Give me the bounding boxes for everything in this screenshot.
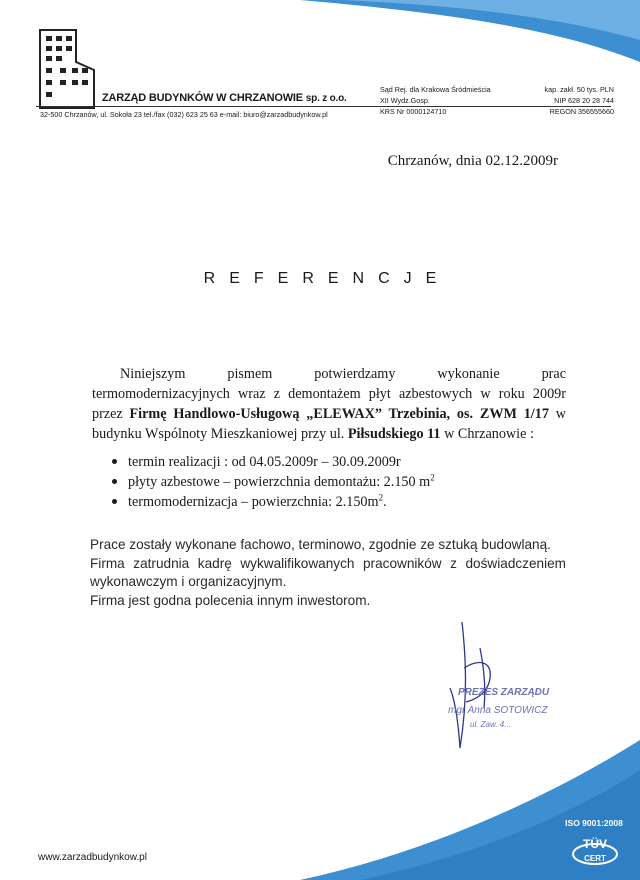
iso-certification: ISO 9001:2008 [565,818,623,828]
intro-line: Niniejszym pismem potwierdzamy wykonanie prac [120,366,566,382]
contractor-name: Firmę Handlowo-Usługową „ELEWAX” Trzebinia, os. ZWM 1/17 [129,406,549,422]
capital-line: NIP 628 20 28 744 [554,96,614,105]
capital-line: kap. zakł. 50 tys. PLN [544,85,614,94]
intro-text: w [548,406,566,422]
closing-line: Prace zostały wykonane fachowo, terminowo, zgodnie ze sztuką budowlaną. [90,537,551,552]
svg-text:CERT: CERT [584,854,606,863]
list-item-text: termomodernizacja – powierzchnia: 2.150m [128,494,379,510]
svg-text:TÜV: TÜV [583,837,607,851]
intro-line: termomodernizacyjnych wraz z demontażem płyt azbestowych w roku 2009r [92,386,566,402]
intro-paragraph [92,364,566,444]
document-title: REFERENCJE [203,270,451,287]
list-item [112,492,435,512]
list-item-text: płyty azbestowe – powierzchnia demontażu: 2.150 m [128,474,431,490]
bullet-icon [112,459,117,464]
company-stamp [448,686,578,732]
capital-info [544,84,614,117]
bullet-icon [112,479,117,484]
stamp-name: mgr Anna SOTOWICZ [448,705,548,716]
company-address: 32-500 Chrzanów, ul. Sokoła 23 tel./fax (032) 623 25 63 e-mail: biuro@zarzadbudynkow.pl [40,110,328,119]
intro-text: budynku Wspólnoty Mieszkaniowej przy ul. [92,426,348,442]
closing-line: wykonawczym i organizacyjnym. [90,574,287,589]
list-item [112,472,435,492]
court-line: KRS Nr 0000124710 [380,107,447,116]
intro-text: przez [92,406,130,422]
building-address: Piłsudskiego 11 [347,426,441,442]
closing-line: Firma jest godna polecenia innym inwestorom. [90,592,371,608]
scope-list [112,452,435,512]
header-divider [36,106,611,107]
list-item-text: termin realizacji : od 04.05.2009r – 30.09.2009r [128,454,401,470]
stamp-title: PREZES ZARZĄDU [458,687,550,698]
intro-text: w Chrzanowie : [440,426,534,442]
footer-website: www.zarzadbudynkow.pl [38,852,147,863]
list-item-end: . [383,494,387,510]
list-item [112,452,435,472]
company-name [102,92,347,104]
closing-paragraph [90,536,566,610]
court-line: XII Wydz.Gosp. [380,96,430,105]
superscript: 2 [430,472,435,483]
court-line: Sąd Rej. dla Krakowa Śródmieścia [380,85,491,94]
bullet-icon [112,499,117,504]
tuv-cert-icon [570,832,620,866]
company-suffix: sp. z o.o. [305,93,347,104]
company-logo [38,28,98,110]
superscript: 2 [378,492,384,503]
company-name-text: ZARZĄD BUDYNKÓW W CHRZANOWIE [102,92,303,104]
stamp-address: ul. Zaw. 4... [470,720,511,729]
closing-line: Firma zatrudnia kadrę wykwalifikowanych pracowników z doświadczeniem [90,555,566,571]
intro-line [92,404,566,424]
capital-line: REGON 356555660 [549,107,614,116]
document-date: Chrzanów, dnia 02.12.2009r [387,153,558,169]
court-registration [380,84,491,117]
intro-line [92,424,566,444]
